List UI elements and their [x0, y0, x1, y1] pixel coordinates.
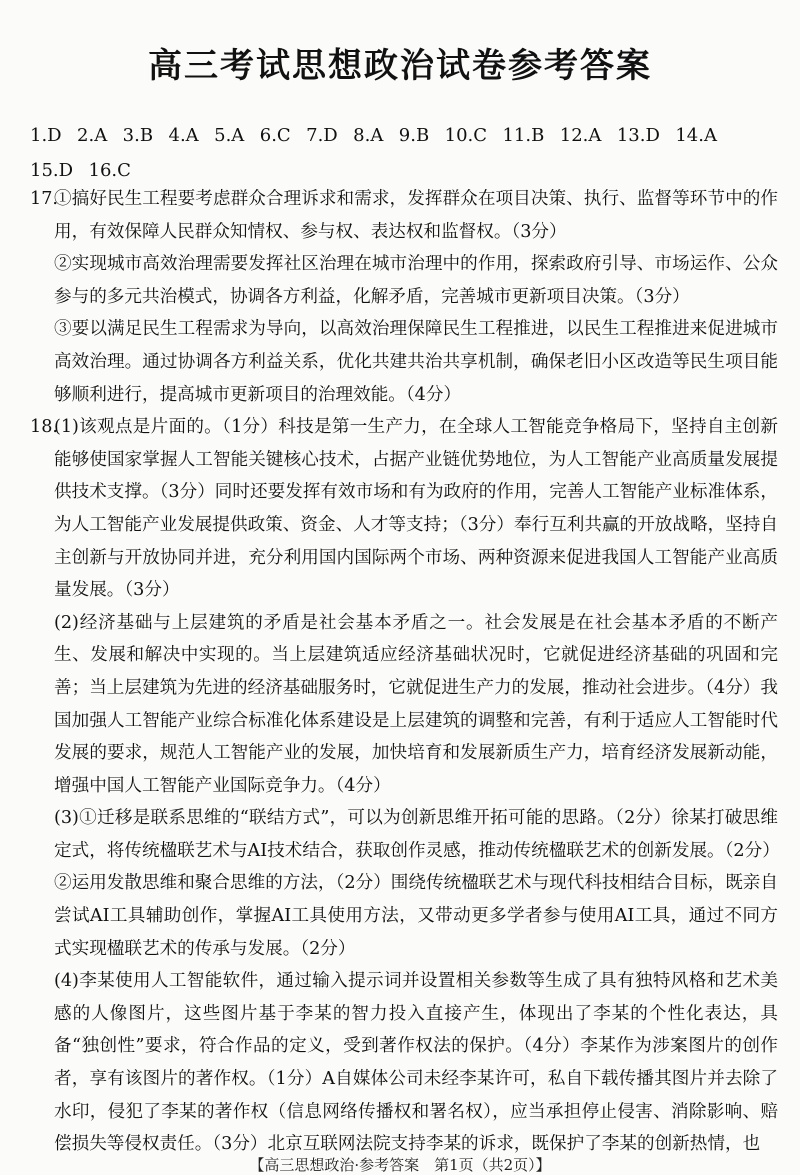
- q17-paragraph-2: ②实现城市高效治理需要发挥社区治理在城市治理中的作用，探索政府引导、市场运作、公众参与的多元共治模式，协调各方利益，化解矛盾，完善城市更新项目决策。（3分）: [54, 254, 778, 307]
- q18-text-1: (1)该观点是片面的。（1分）科技是第一生产力，在全球人工智能竞争格局下，坚持自主创新能够使国家掌握人工智能关键核心技术，占据产业链优势地位，为人工智能产业高质量发展提供技术支撑。（3分）同时还要发挥有效市场和有为政府的作用，完善人工智能产业标准体系，为人工智能产业发展提供政策、资金、人才等支持；（3分）奉行互利共赢的开放战略，坚持自主创新与开放协同并进，充分利用国内国际两个市场、两种资源来促进我国人工智能产业高质量发展。（3分）: [54, 417, 778, 601]
- question-18: [30, 411, 778, 1161]
- answer-body: [30, 183, 778, 1161]
- q17-number: 17.: [30, 189, 58, 209]
- choice-answers-line-1: 1.D 2.A 3.B 4.A 5.A 6.C 7.D 8.A 9.B 10.C 11.B 12.A 13.D 14.A: [30, 125, 717, 146]
- q18-paragraph-4: ②运用发散思维和聚合思维的方法，（2分）围绕传统楹联艺术与现代科技相结合目标，既亲自尝试AI工具辅助创作，掌握AI工具使用方法，又带动更多学者参与使用AI工具，通过不同方式实现楹联艺术的传承与发展。（2分）: [54, 873, 778, 959]
- page-title: 高三考试思想政治试卷参考答案: [148, 46, 652, 86]
- q18-paragraph-1: [30, 411, 778, 607]
- question-17: [30, 183, 778, 411]
- q17-paragraph-3: ③要以满足民生工程需求为导向，以高效治理保障民生工程推进，以民生工程推进来促进城市高效治理。通过协调各方利益关系，优化共建共治共享机制，确保老旧小区改造等民生项目能够顺利进行，提高城市更新项目的治理效能。（4分）: [54, 319, 778, 405]
- q17-paragraph-1: [30, 183, 778, 248]
- q18-paragraph-3: (3)①迁移是联系思维的“联结方式”，可以为创新思维开拓可能的思路。（2分）徐某打破思维定式，将传统楹联艺术与AI技术结合，获取创作灵感，推动传统楹联艺术的创新发展。（2分）: [54, 808, 780, 861]
- q18-paragraph-2: (2)经济基础与上层建筑的矛盾是社会基本矛盾之一。社会发展是在社会基本矛盾的不断产生、发展和解决中实现的。当上层建筑适应经济基础状况时，它就促进经济基础的巩固和完善；当上层建筑为先进的经济基础服务时，它就促进生产力的发展，推动社会进步。（4分）我国加强人工智能产业综合标准化体系建设是上层建筑的调整和完善，有利于适应人工智能时代发展的要求，规范人工智能产业的发展，加快培育和发展新质生产力，培育经济发展新动能，增强中国人工智能产业国际竞争力。（4分）: [54, 612, 778, 796]
- q17-text-1: ①搞好民生工程要考虑群众合理诉求和需求，发挥群众在项目决策、执行、监督等环节中的作用，有效保障人民群众知情权、参与权、表达权和监督权。（3分）: [54, 189, 778, 242]
- page-footer: 【高三思想政治·参考答案 第1页（共2页）】: [249, 1156, 551, 1174]
- choice-answers: [30, 118, 778, 188]
- choice-answers-line-2: 15.D 16.C: [30, 160, 131, 181]
- q18-number: 18.: [30, 417, 58, 438]
- q18-paragraph-5: (4)李某使用人工智能软件，通过输入提示词并设置相关参数等生成了具有独特风格和艺术美感的人像图片，这些图片基于李某的智力投入直接产生，体现出了李某的个性化表达，具备“独创性”要求，符合作品的定义，受到著作权法的保护。（4分）李某作为涉案图片的创作者，享有该图片的著作权。（1分）A自媒体公司未经李某许可，私自下载传播其图片并去除了水印，侵犯了李某的著作权（信息网络传播权和署名权），应当承担停止侵害、消除影响、赔偿损失等侵权责任。（3分）北京互联网法院支持李某的诉求，既保护了李某的创新热情，也: [54, 971, 778, 1155]
